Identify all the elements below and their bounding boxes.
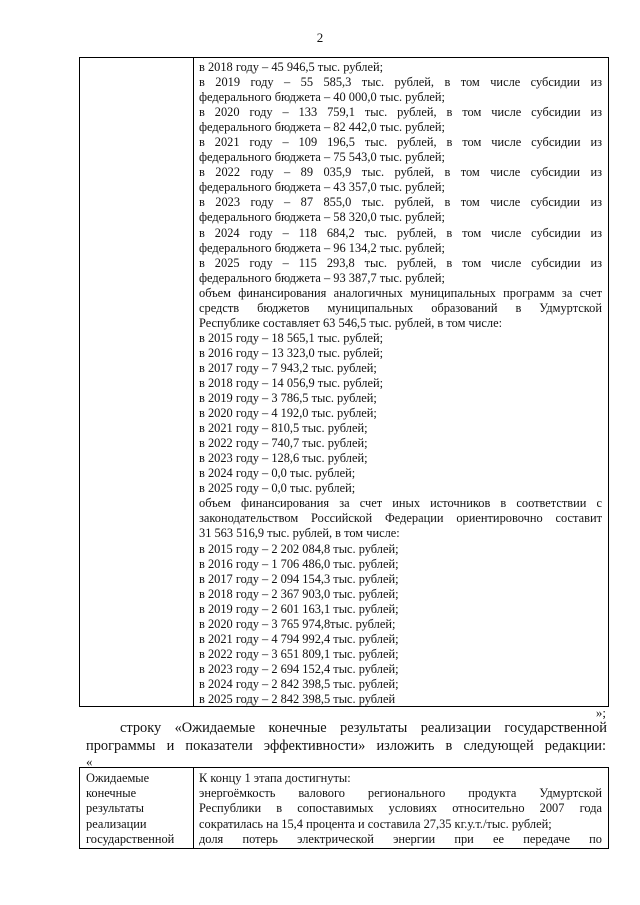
financing-line: в 2015 году – 2 202 084,8 тыс. рублей;: [199, 541, 399, 556]
financing-line: в 2019 году – 2 601 163,1 тыс. рублей;: [199, 601, 399, 616]
paragraph-text: программы и показатели эффективности» изложить в следующей редакции:: [86, 738, 606, 754]
financing-line: в 2024 году – 0,0 тыс. рублей;: [199, 466, 356, 481]
financing-line: в 2017 году – 2 094 154,3 тыс. рублей;: [199, 571, 399, 586]
financing-line: в 2022 году – 89 035,9 тыс. рублей, в том числе субсидии из: [199, 165, 602, 180]
financing-line: в 2015 году – 18 565,1 тыс. рублей;: [199, 330, 384, 345]
financing-line: в 2019 году – 55 585,3 тыс. рублей, в том числе субсидии из: [199, 75, 602, 90]
financing-line: в 2021 году – 4 794 992,4 тыс. рублей;: [199, 631, 399, 646]
financing-line: 31 563 516,9 тыс. рублей, в том числе:: [199, 526, 400, 541]
financing-line: федерального бюджета – 82 442,0 тыс. рублей;: [199, 120, 446, 135]
results-line: К концу 1 этапа достигнуты:: [199, 771, 351, 785]
results-table: [79, 767, 609, 849]
closing-quote: »;: [595, 705, 606, 720]
results-label-line: Ожидаемые: [86, 771, 150, 785]
column-divider: [193, 768, 194, 848]
financing-line: федерального бюджета – 75 543,0 тыс. рублей;: [199, 150, 446, 165]
financing-line: в 2023 году – 87 855,0 тыс. рублей, в том числе субсидии из: [199, 195, 602, 210]
financing-line: в 2023 году – 128,6 тыс. рублей;: [199, 451, 368, 466]
page-number: 2: [316, 30, 324, 45]
results-label-line: конечные: [86, 786, 137, 801]
financing-line: федерального бюджета – 43 357,0 тыс. рублей;: [199, 180, 446, 195]
results-line: доля потерь электрической энергии при ее передаче по: [199, 831, 602, 846]
financing-line: в 2025 году – 2 842 398,5 тыс. рублей: [199, 691, 396, 706]
column-divider: [193, 58, 194, 706]
financing-line: средств бюджетов муниципальных образований в Удмуртской: [199, 300, 602, 315]
financing-line: в 2021 году – 109 196,5 тыс. рублей, в том числе субсидии из: [199, 135, 602, 150]
financing-line: в 2016 году – 13 323,0 тыс. рублей;: [199, 345, 384, 360]
results-label-cell: [86, 771, 190, 847]
financing-line: законодательством Российской Федерации ориентировочно составит: [199, 511, 602, 526]
results-line: энергоёмкость валового регионального продукта Удмуртской: [199, 786, 602, 801]
financing-line: федерального бюджета – 93 387,7 тыс. рублей;: [199, 270, 446, 285]
financing-line: в 2020 году – 133 759,1 тыс. рублей, в том числе субсидии из: [199, 105, 602, 120]
financing-line: в 2022 году – 740,7 тыс. рублей;: [199, 436, 368, 451]
results-line: сократилась на 15,4 процента и составила 27,35 кг.у.т./тыс. рублей;: [199, 816, 552, 831]
amendment-paragraph-line-1: [120, 719, 607, 737]
financing-line: в 2025 году – 0,0 тыс. рублей;: [199, 481, 356, 496]
financing-line: в 2020 году – 3 765 974,8тыс. рублей;: [199, 616, 396, 631]
financing-line: объем финансирования за счет иных источников в соответствии с: [199, 496, 602, 511]
opening-quote: «: [86, 754, 93, 769]
financing-table: [79, 57, 609, 707]
financing-line: федерального бюджета – 96 134,2 тыс. рублей;: [199, 240, 446, 255]
financing-line: в 2023 году – 2 694 152,4 тыс. рублей;: [199, 661, 399, 676]
results-line: Республики в сопоставимых условиях относительно 2007 года: [199, 801, 602, 816]
financing-line: федерального бюджета – 58 320,0 тыс. рублей;: [199, 210, 446, 225]
financing-line: объем финансирования аналогичных муниципальных программ за счет: [199, 285, 602, 300]
financing-line: в 2016 году – 1 706 486,0 тыс. рублей;: [199, 556, 399, 571]
results-label-line: государственной: [86, 831, 175, 846]
financing-line: в 2024 году – 2 842 398,5 тыс. рублей;: [199, 676, 399, 691]
financing-line: в 2017 году – 7 943,2 тыс. рублей;: [199, 360, 377, 375]
financing-line: в 2019 году – 3 786,5 тыс. рублей;: [199, 391, 377, 406]
financing-line: в 2018 году – 2 367 903,0 тыс. рублей;: [199, 586, 399, 601]
financing-line: в 2022 году – 3 651 809,1 тыс. рублей;: [199, 646, 399, 661]
financing-line: федерального бюджета – 40 000,0 тыс. рублей;: [199, 90, 446, 105]
financing-line: в 2020 году – 4 192,0 тыс. рублей;: [199, 406, 377, 421]
financing-line: Республике составляет 63 546,5 тыс. рублей, в том числе:: [199, 315, 503, 330]
financing-line: в 2018 году – 45 946,5 тыс. рублей;: [199, 60, 384, 74]
results-label-line: результаты: [86, 801, 144, 816]
financing-line: в 2024 году – 118 684,2 тыс. рублей, в том числе субсидии из: [199, 225, 602, 240]
financing-line: в 2021 году – 810,5 тыс. рублей;: [199, 421, 368, 436]
results-label-line: реализации: [86, 816, 147, 831]
financing-line: в 2025 году – 115 293,8 тыс. рублей, в том числе субсидии из: [199, 255, 602, 270]
paragraph-text: строку «Ожидаемые конечные результаты реализации государственной: [120, 720, 607, 736]
amendment-paragraph-line-2: [86, 737, 606, 755]
results-content-cell: [199, 771, 602, 847]
financing-line: в 2018 году – 14 056,9 тыс. рублей;: [199, 375, 384, 390]
financing-cell: [199, 60, 602, 707]
